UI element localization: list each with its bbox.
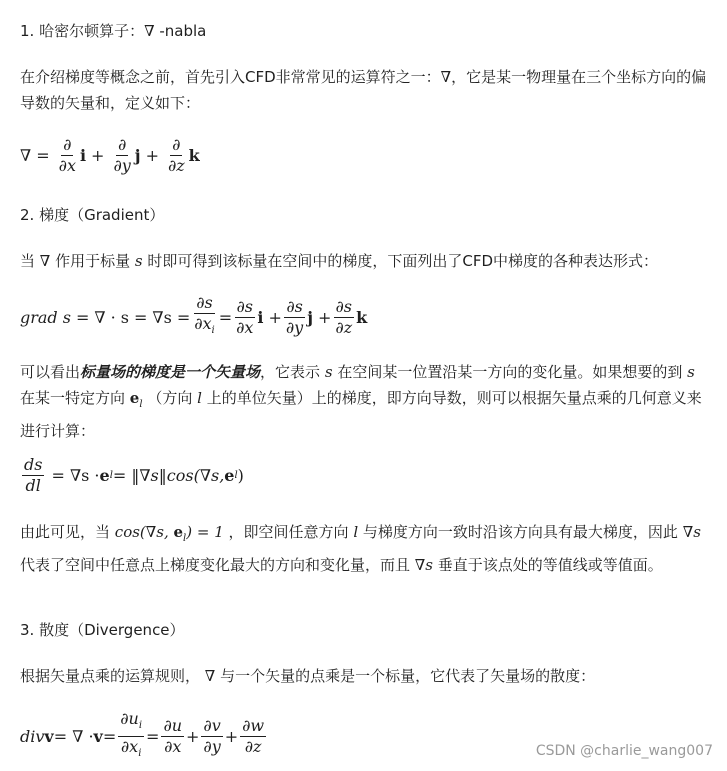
section-1-heading bbox=[20, 20, 206, 41]
nabla-definition-equation: ∇ = $\frac{\partial}{\partial x}$ i + $\frac{\partial}{\partial y}$ j + $\frac{\partial}{\partial z}$ k bbox=[20, 135, 200, 175]
intro-paragraph: 在介绍梯度等概念之前，首先引入CFD非常常见的运算符之一：∇，它是某一物理量在三个坐标方向的偏导数的矢量和，定义如下： bbox=[20, 68, 707, 112]
csdn-watermark: CSDN @charlie_wang007 bbox=[535, 743, 713, 759]
gradient-equation: grad s = ∇ · s = ∇s = $\frac{\partial s}{\partial x_i}$ = $\frac{\partial s}{\partial x}$ i + $\frac{\partial s}{\partial y}$ j + $\frac{\partial s}{\partial z}$ k bbox=[20, 293, 368, 337]
heading-suffix: -nabla bbox=[154, 22, 207, 40]
heading-text: 1. 哈密尔顿算子： bbox=[20, 22, 145, 40]
section-3-heading: 3. 散度（Divergence） bbox=[20, 621, 185, 639]
nabla-symbol: ∇ bbox=[144, 22, 155, 40]
section-2-heading: 2. 梯度（Gradient） bbox=[20, 206, 165, 224]
divergence-equation: div v = ∇ · v = $\frac{\partial u_i}{\partial x_i}$ = $\frac{\partial u}{\partial x}$ + $\frac{\partial v}{\partial y}$ + $\frac{\partial w}{\partial z}$ bbox=[20, 709, 265, 760]
directional-derivative-equation: $\frac{ds}{dl}$ = ∇s · e l = ‖∇s‖cos(∇s, e l ) bbox=[24, 455, 244, 495]
gradient-explanation-paragraph: 可以看出标量场的梯度是一个矢量场，它表示 s 在空间某一位置沿某一方向的变化量。如果想要的到 s 在某一特定方向 $e_l$ （方向 l 上的单位矢量）上的梯度，即方向导数，则可以根据矢量点乘的几何意义来进行计算： bbox=[20, 363, 702, 440]
gradient-paragraph: 当 ∇ 作用于标量 s 时即可得到该标量在空间中的梯度，下面列出了CFD中梯度的各种表达形式： bbox=[20, 252, 658, 270]
divergence-paragraph: 根据矢量点乘的运算规则， ∇ 与一个矢量的点乘是一个标量，它代表了矢量场的散度： bbox=[20, 667, 596, 685]
max-gradient-paragraph: 由此可见，当 cos(∇s, $e_l) = 1$ ，即空间任意方向 l 与梯度方向一致时沿该方向具有最大梯度，因此 ∇s 代表了空间中任意点上梯度变化最大的方向和变化量，而且 ∇s 垂直于该点处的等值线或等值面。 bbox=[20, 523, 701, 574]
